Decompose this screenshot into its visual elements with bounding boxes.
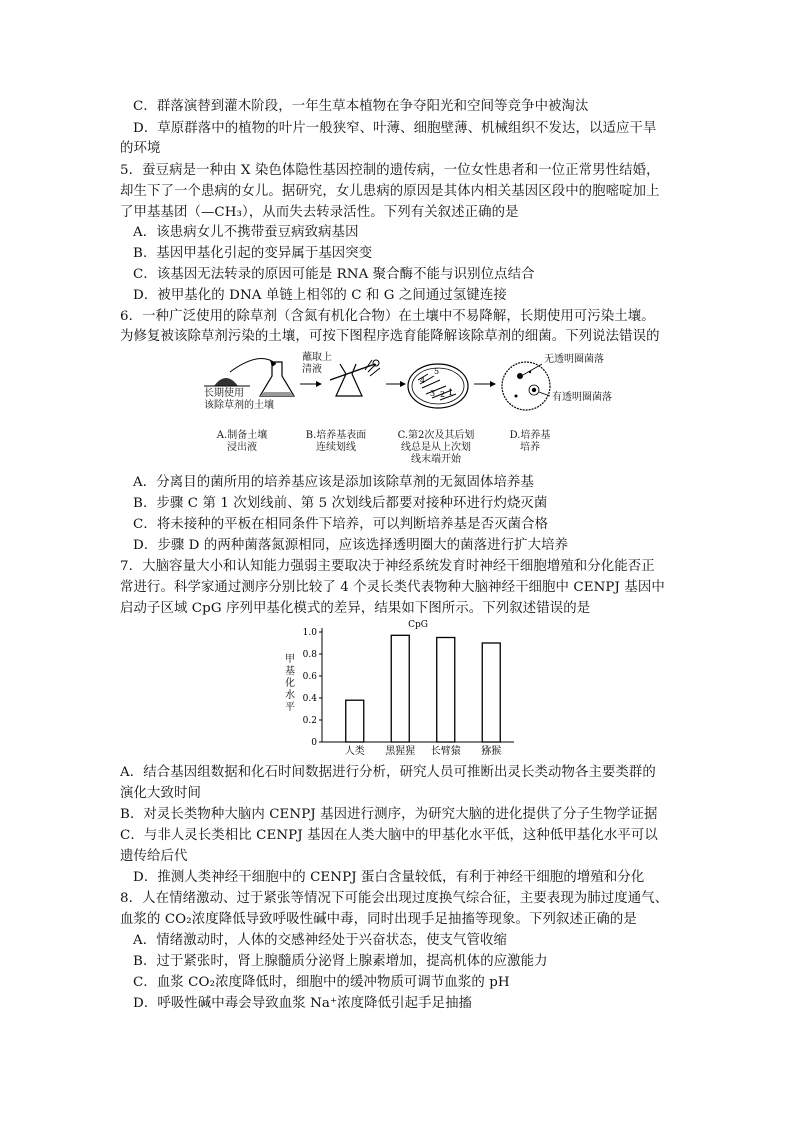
category-label: 人类 [344,746,365,757]
soil-mound [214,378,238,386]
q8-stem-2: 血浆的 CO₂浓度降低导致呼吸性碱中毒，同时出现手足抽搐等现象。下列叙述正确的是 [120,912,637,927]
caption-d: D.培养基 培养 [509,430,551,453]
chart-title: CpG [408,620,428,630]
q6-option-d: D．步骤 D 的两种菌落氮源相同，应该选择透明圈大的菌落进行扩大培养 [133,538,569,553]
q7-option-c-cont: 遗传给后代 [120,849,188,864]
bar [482,643,500,742]
q8-option-b: B．过于紧张时，肾上腺髓质分泌肾上腺素增加，提高机体的应激能力 [133,954,548,969]
y-axis-label-char: 基 [285,666,295,677]
q7-option-c: C．与非人灵长类相比 CENPJ 基因在人类大脑中的甲基化水平低，这种低甲基化水平可以 [120,828,658,843]
methylation-chart [282,618,522,760]
bar [391,635,409,742]
streak-number: 5 [434,367,440,376]
q7-option-b: B．对灵长类物种大脑内 CENPJ 基因进行测序，为研究大脑的进化提供了分子生物学证据 [120,807,658,822]
y-axis-label-char: 水 [285,690,295,701]
y-axis-label-char: 甲 [285,654,295,665]
caption-c: C.第2次及其后划 线总是从上次划 线末端开始 [397,430,475,465]
category-label: 猕猴 [481,746,502,757]
q8-option-a: A．情绪激动时，人体的交感神经处于兴奋状态，使支气管收缩 [133,933,508,948]
y-tick-label: 0.4 [302,694,317,704]
q4-option-d-cont: 的环境 [120,141,161,156]
y-axis-label-char: 平 [285,702,295,713]
q5-option-a: A．该患病女儿不携带蚕豆病致病基因 [133,225,359,240]
y-tick-label: 0 [311,738,317,748]
streak-number: 3 [430,389,436,398]
streak-number: 2 [440,390,446,399]
q6-option-c: C．将未接种的平板在相同条件下培养，可以判断培养基是否灭菌合格 [133,517,549,532]
selection-process-figure [190,350,610,470]
q7-option-a-cont: 演化大致时间 [120,786,201,801]
q8-option-c: C．血浆 CO₂浓度降低时，细胞中的缓冲物质可调节血浆的 pH [133,975,510,990]
q5-option-c: C．该基因无法转录的原因可能是 RNA 聚合酶不能与识别位点结合 [133,267,535,282]
arrow-icon [316,381,322,387]
q5-stem-3: 了甲基基团（—CH₃），从而失去转录活性。下列有关叙述正确的是 [120,205,519,220]
category-label: 长臂猿 [430,746,461,757]
q5-stem-1: 5．蚕豆病是一种由 X 染色体隐性基因控制的遗传病，一位女性患者和一位正常男性结婚， [120,163,660,178]
q6-option-a: A．分离目的菌所用的培养基应该是添加该除草剂的无氮固体培养基 [133,475,534,490]
halo-label: 有透明圈菌落 [552,392,612,403]
streak-number: 4 [420,376,426,385]
q6-stem-1: 6．一种广泛使用的除草剂（含氮有机化合物）在土壤中不易降解，长期使用可污染土壤。 [120,309,655,324]
bar-chart-svg [282,618,522,760]
caption-a: A.制备土壤 浸出液 [216,430,268,453]
q8-option-d: D．呼吸性碱中毒会导致血浆 Na⁺浓度降低引起手足抽搐 [133,996,473,1011]
q7-stem-1: 7．大脑容量大小和认知能力强弱主要取决于神经系统发育时神经干细胞增殖和分化能否正 [120,559,655,574]
bar [437,638,455,743]
q6-stem-2: 为修复被该除草剂污染的土壤，可按下图程序选育能降解该除草剂的细菌。下列说法错误的 [120,329,660,344]
soil-label: 长期使用 该除草剂的土壤 [204,388,274,411]
q4-option-c: C．群落演替到灌木阶段，一年生草本植物在争夺阳光和空间等竞争中被淘汰 [133,99,589,114]
caption-b: B.培养基表面 连续划线 [305,430,367,453]
q7-stem-2: 常进行。科学家通过测序分别比较了 4 个灵长类代表物种大脑神经干细胞中 CENPJ 基因中 [120,580,665,595]
q5-option-d: D．被甲基化的 DNA 单链上相邻的 C 和 G 之间通过氢键连接 [133,288,507,303]
category-label: 黑猩猩 [385,746,416,757]
y-tick-label: 0.2 [302,716,317,726]
q7-stem-3: 启动子区域 CpG 序列甲基化模式的差异，结果如下图所示。下列叙述错误的是 [120,601,591,616]
q7-option-a: A．结合基因组数据和化石时间数据进行分析，研究人员可推断出灵长类动物各主要类群的 [120,765,656,780]
y-axis-label-char: 化 [285,678,295,689]
y-tick-label: 0.8 [302,650,317,660]
q4-option-d: D．草原群落中的植物的叶片一般狭窄、叶薄、细胞壁薄、机械组织不发达，以适应干旱 [133,121,657,136]
q5-option-b: B．基因甲基化引起的变异属于基因突变 [133,246,373,261]
y-tick-label: 0.6 [302,672,317,682]
y-tick-label: 1.0 [302,628,317,638]
colony-no-halo [517,373,523,379]
transfer-arrow [230,359,276,372]
bar [346,700,364,742]
no-halo-label: 无透明圈菌落 [544,354,604,365]
result-plate-icon [502,362,550,410]
q6-option-b: B．步骤 C 第 1 次划线前、第 5 次划线后都要对接种环进行灼烧灭菌 [133,496,548,511]
q7-option-d: D．推测人类神经干细胞中的 CENPJ 蛋白含量较低，有利于神经干细胞的增殖和分化 [133,870,645,885]
streak-number: 1 [448,388,454,397]
q5-stem-2: 却生下了一个患病的女儿。据研究，女儿患病的原因是其体内相关基因区段中的胞嘧啶加上 [120,184,660,199]
q8-stem-1: 8．人在情绪激动、过于紧张等情况下可能会出现过度换气综合征，主要表现为肺过度通气、 [120,891,669,906]
dip-label: 蘸取上 清液 [302,352,332,375]
